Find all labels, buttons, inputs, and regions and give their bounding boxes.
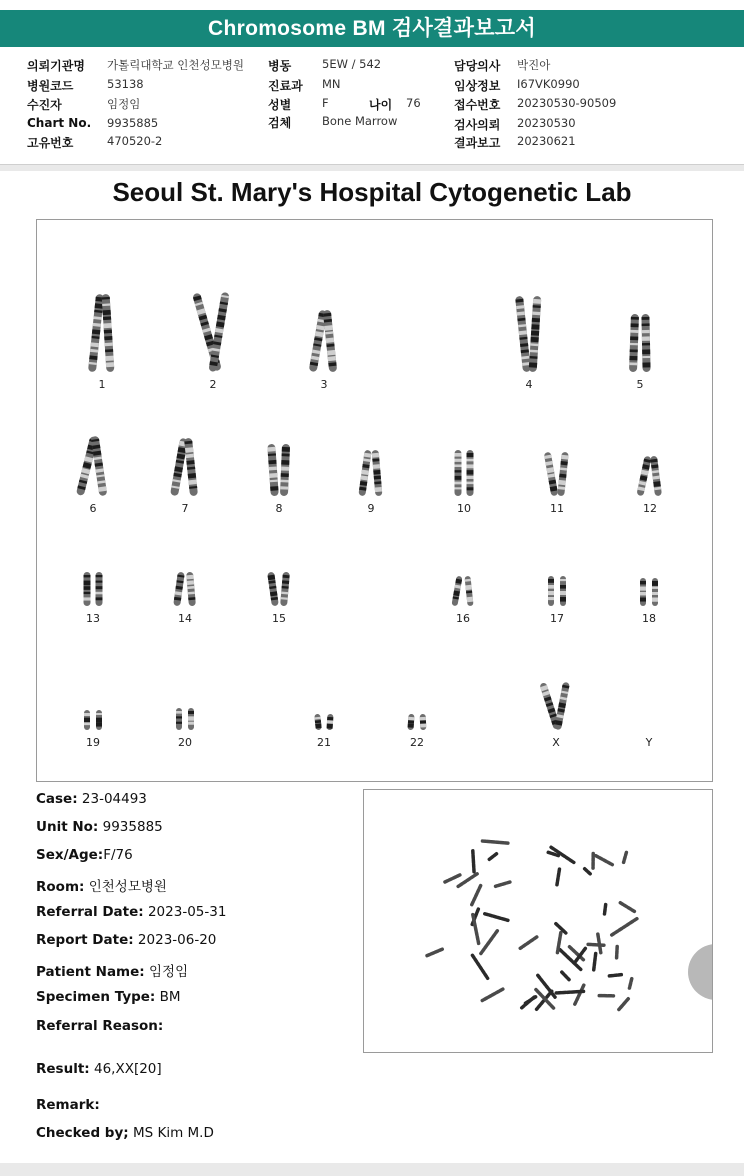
chromosome-label-5: 5	[636, 378, 644, 391]
label-age: 나이	[369, 98, 393, 112]
section-divider	[0, 165, 744, 171]
label-patient: 수진자	[27, 98, 62, 112]
value-age: 76	[406, 96, 421, 110]
chromosome-pair-20	[176, 708, 194, 730]
chromosome-label-2: 2	[209, 378, 217, 391]
result-row	[36, 1061, 162, 1077]
chromosome-label-x: X	[552, 736, 560, 749]
value-department: MN	[322, 77, 341, 91]
unit-no-label: Unit No:	[36, 819, 99, 835]
result-value: 46,XX[20]	[93, 1061, 162, 1077]
unit-no-value: 9935885	[102, 819, 163, 835]
value-physician: 박진아	[517, 58, 551, 72]
case-label: Case:	[36, 791, 78, 807]
value-ward: 5EW / 542	[322, 57, 382, 71]
chromosome-label-12: 12	[643, 502, 657, 515]
lab-title: Seoul St. Mary's Hospital Cytogenetic Lab	[112, 177, 632, 207]
label-specimen: 검체	[268, 116, 292, 130]
chromosome-label-16: 16	[456, 612, 470, 625]
chromosome-pair-7	[170, 438, 198, 497]
referral-reason-row	[36, 1018, 163, 1034]
label-physician: 담당의사	[454, 59, 501, 73]
room-row	[36, 875, 167, 895]
referral-date-row	[36, 904, 226, 920]
specimen-type-label: Specimen Type:	[36, 989, 156, 1005]
label-result-report: 결과보고	[454, 136, 501, 150]
chromosome-pair-17	[548, 576, 566, 606]
chromosome-label-13: 13	[86, 612, 100, 625]
chromosome-label-1: 1	[98, 378, 106, 391]
chromosome-label-7: 7	[181, 502, 189, 515]
referral-date-value: 2023-05-31	[147, 904, 227, 920]
chromosome-pair-6	[76, 436, 107, 497]
value-requesting-institution: 가톨릭대학교 인천성모병원	[107, 58, 244, 72]
chromosome-pair-19	[84, 710, 102, 730]
chromosome-pair-15	[267, 572, 290, 607]
chromosome-pair-16	[451, 576, 473, 607]
specimen-type-value: BM	[159, 989, 181, 1005]
metaphase-image	[364, 790, 712, 1052]
patient-name-label: Patient Name:	[36, 964, 145, 980]
chromosome-pair-21	[314, 714, 333, 731]
chromosome-label-15: 15	[272, 612, 286, 625]
value-hospital-code: 53138	[107, 77, 144, 91]
chromosome-label-20: 20	[178, 736, 192, 749]
value-chart-no: 9935885	[107, 116, 159, 130]
chromosome-label-10: 10	[457, 502, 471, 515]
chromosome-pair-22	[407, 714, 426, 730]
chromosome-label-8: 8	[275, 502, 283, 515]
sex-age-label: Sex/Age:	[36, 847, 104, 863]
chromosome-label-3: 3	[320, 378, 328, 391]
room-label: Room:	[36, 879, 85, 895]
chromosome-pair-2	[192, 292, 229, 372]
value-result-report: 20230621	[517, 134, 576, 148]
chromosome-label-19: 19	[86, 736, 100, 749]
chromosome-label-18: 18	[642, 612, 656, 625]
label-ward: 병동	[268, 59, 292, 73]
value-specimen: Bone Marrow	[322, 114, 398, 128]
checked-by-row	[36, 1125, 214, 1141]
label-receipt-no: 접수번호	[454, 98, 501, 112]
chromosome-pair-8	[267, 444, 290, 496]
referral-reason-label: Referral Reason:	[36, 1018, 164, 1034]
label-requesting-institution: 의뢰기관명	[27, 59, 85, 73]
chromosome-pair-12	[636, 456, 662, 497]
label-sex: 성별	[268, 98, 292, 112]
chromosome-pair-9	[358, 450, 382, 497]
chromosome-pair-4	[515, 296, 541, 372]
label-department: 진료과	[268, 79, 303, 93]
sex-age-value: F/76	[103, 847, 133, 863]
report-title: Chromosome BM 검사결과보고서	[208, 17, 536, 40]
report-date-label: Report Date:	[36, 932, 134, 948]
patient-info-panel	[0, 50, 744, 165]
value-sex: F	[322, 96, 329, 110]
chromosome-pair-18	[640, 578, 658, 606]
chromosome-label-14: 14	[178, 612, 192, 625]
remark-label: Remark:	[36, 1097, 100, 1113]
chromosome-pair-5	[629, 314, 651, 372]
chromosome-label-22: 22	[410, 736, 424, 749]
label-hospital-code: 병원코드	[27, 79, 74, 93]
footer-strip	[0, 1163, 744, 1176]
chromosome-label-11: 11	[550, 502, 564, 515]
specimen-type-row	[36, 989, 181, 1005]
chromosome-label-6: 6	[89, 502, 97, 515]
case-row	[36, 791, 147, 807]
karyogram-image	[37, 220, 712, 781]
report-date-value: 2023-06-20	[137, 932, 217, 948]
value-patient: 임정임	[107, 97, 141, 111]
chromosome-label-21: 21	[317, 736, 331, 749]
case-value: 23-04493	[81, 791, 147, 807]
referral-date-label: Referral Date:	[36, 904, 144, 920]
remark-row	[36, 1097, 100, 1113]
value-clinical-info: I67VK0990	[517, 77, 580, 91]
interphase-nucleus	[688, 944, 712, 1000]
result-label: Result:	[36, 1061, 90, 1077]
report-title-bar	[0, 10, 744, 47]
chromosome-pair-10	[455, 450, 474, 496]
label-unique-no: 고유번호	[27, 136, 74, 150]
metaphase-panel	[363, 789, 713, 1053]
chromosome-pair-3	[309, 310, 338, 372]
patient-name-value: 임정임	[148, 964, 189, 980]
chromosome-pair-11	[544, 452, 569, 497]
value-unique-no: 470520-2	[107, 134, 163, 148]
label-chart-no: Chart No.	[27, 116, 92, 130]
value-receipt-no: 20230530-90509	[517, 96, 617, 110]
report-date-row	[36, 932, 216, 948]
chromosome-pair-1	[88, 294, 114, 372]
checked-by-label: Checked by;	[36, 1125, 129, 1141]
metaphase-chromosomes	[426, 841, 637, 1009]
chromosome-label-17: 17	[550, 612, 564, 625]
sex-age-row	[36, 847, 133, 863]
chromosome-pair-13	[84, 572, 103, 606]
label-test-request: 검사의뢰	[454, 118, 501, 132]
room-value: 인천성모병원	[88, 879, 167, 895]
unit-no-row	[36, 819, 163, 835]
karyogram-panel	[36, 219, 713, 782]
chromosome-pair-14	[173, 572, 196, 607]
chromosome-label-4: 4	[525, 378, 533, 391]
patient-name-row	[36, 960, 188, 980]
value-test-request: 20230530	[517, 116, 576, 130]
chromosome-label-9: 9	[367, 502, 375, 515]
label-clinical-info: 임상정보	[454, 79, 501, 93]
chromosome-pair-x	[539, 682, 570, 730]
checked-by-value: MS Kim M.D	[132, 1125, 214, 1141]
chromosome-label-y: Y	[645, 736, 653, 749]
